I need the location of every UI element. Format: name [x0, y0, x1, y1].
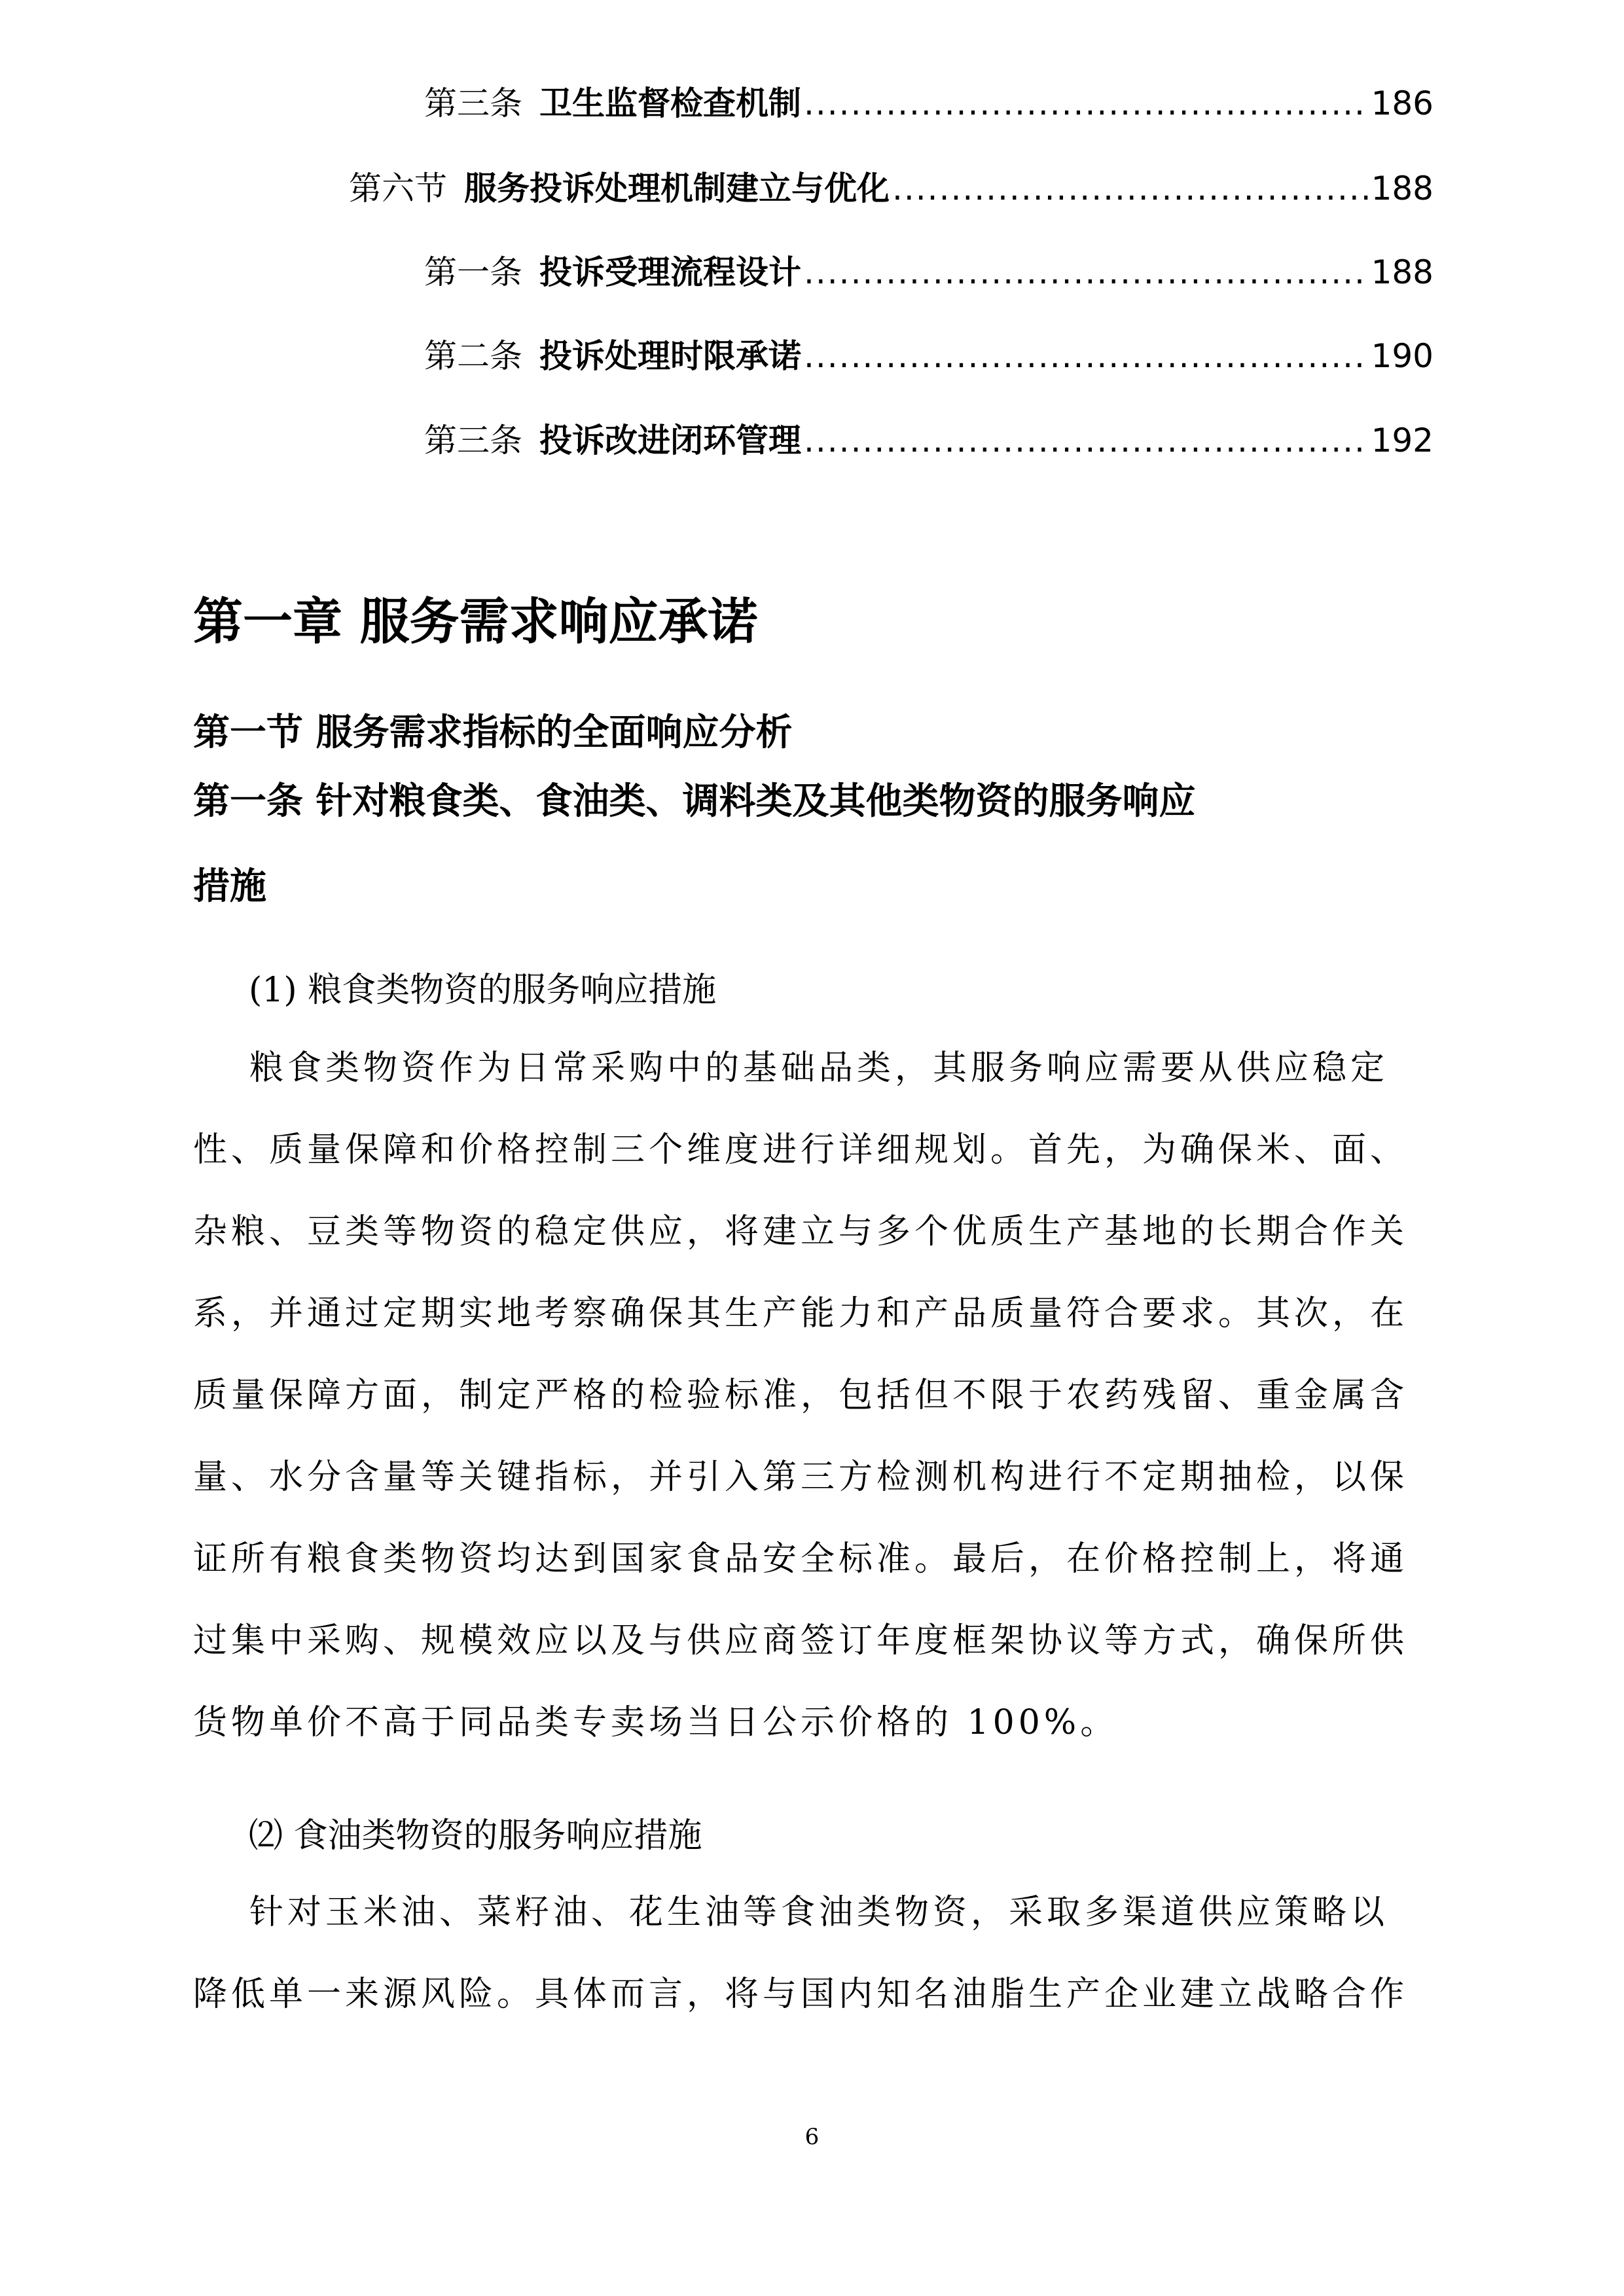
- paragraph-line: 货物单价不高于同品类专卖场当日公示价格的 100%。: [193, 1703, 1119, 1742]
- paragraph-line: 粮食类物资作为日常采购中的基础品类，其服务响应需要从供应稳定: [249, 1049, 1389, 1088]
- paragraph-line: 性、质量保障和价格控制三个维度进行详细规划。首先，为确保米、面、: [193, 1130, 1409, 1170]
- toc-entry[interactable]: [424, 421, 1434, 460]
- paragraph-line: 证所有粮食类物资均达到国家食品安全标准。最后，在价格控制上，将通: [193, 1539, 1409, 1579]
- article-title-line: 第一条 针对粮食类、食油类、调料类及其他类物资的服务响应: [193, 780, 1196, 823]
- toc-entry[interactable]: [424, 336, 1434, 376]
- toc-entry-title: 投诉改进闭环管理: [539, 422, 801, 459]
- toc-leader-dots: [804, 84, 1369, 123]
- toc-entry[interactable]: [424, 84, 1434, 123]
- toc-leader-dots: [804, 253, 1369, 292]
- toc-entry-label: 第三条: [424, 84, 522, 122]
- toc-entry-title: 投诉处理时限承诺: [539, 337, 801, 375]
- toc-entry-title: 服务投诉处理机制建立与优化: [464, 170, 890, 207]
- paragraph-line: 质量保障方面，制定严格的检验标准，包括但不限于农药残留、重金属含: [193, 1376, 1409, 1415]
- toc-entry-page: 188: [1371, 253, 1434, 291]
- toc-entry-title: 投诉受理流程设计: [539, 253, 801, 291]
- paragraph-line: 量、水分含量等关键指标，并引入第三方检测机构进行不定期抽检，以保: [193, 1458, 1409, 1497]
- toc-entry-label: 第六节: [349, 170, 447, 207]
- paragraph: [193, 1028, 1424, 1764]
- toc-entry-page: 192: [1371, 422, 1434, 459]
- paragraph-line: 系，并通过定期实地考察确保其生产能力和产品质量符合要求。其次，在: [193, 1294, 1409, 1333]
- paragraph-line: 过集中采购、规模效应以及与供应商签订年度框架协议等方式，确保所供: [193, 1621, 1409, 1660]
- page-number: 6: [804, 2124, 820, 2150]
- toc-leader-dots: [804, 336, 1369, 376]
- toc-entry[interactable]: [349, 169, 1434, 208]
- article-title-line: 措施: [193, 865, 266, 908]
- toc-entry-page: 186: [1371, 84, 1434, 122]
- chapter-title: 第一章 服务需求响应承诺: [193, 592, 758, 651]
- paragraph-line: 杂粮、豆类等物资的稳定供应，将建立与多个优质生产基地的长期合作关: [193, 1212, 1409, 1251]
- toc-leader-dots: [804, 421, 1369, 460]
- subsection-heading: (1) 粮食类物资的服务响应措施: [249, 971, 717, 1010]
- paragraph-line: 降低单一来源风险。具体而言，将与国内知名油脂生产企业建立战略合作: [193, 1975, 1409, 2014]
- toc-entry-label: 第三条: [424, 422, 522, 459]
- toc-entry-label: 第一条: [424, 253, 522, 291]
- toc-leader-dots: [892, 169, 1369, 208]
- toc-entry-label: 第二条: [424, 337, 522, 375]
- paragraph-line: 针对玉米油、菜籽油、花生油等食油类物资，采取多渠道供应策略以: [249, 1893, 1389, 1932]
- toc-entry-page: 190: [1371, 337, 1434, 375]
- toc-entry[interactable]: [424, 253, 1434, 292]
- paragraph: [193, 1872, 1424, 2036]
- article-title: [193, 759, 1437, 929]
- toc-entry-page: 188: [1371, 170, 1434, 207]
- section-title: 第一节 服务需求指标的全面响应分析: [193, 711, 793, 754]
- toc-entry-title: 卫生监督检查机制: [539, 84, 801, 122]
- subsection-heading: ⑵ 食油类物资的服务响应措施: [249, 1816, 702, 1856]
